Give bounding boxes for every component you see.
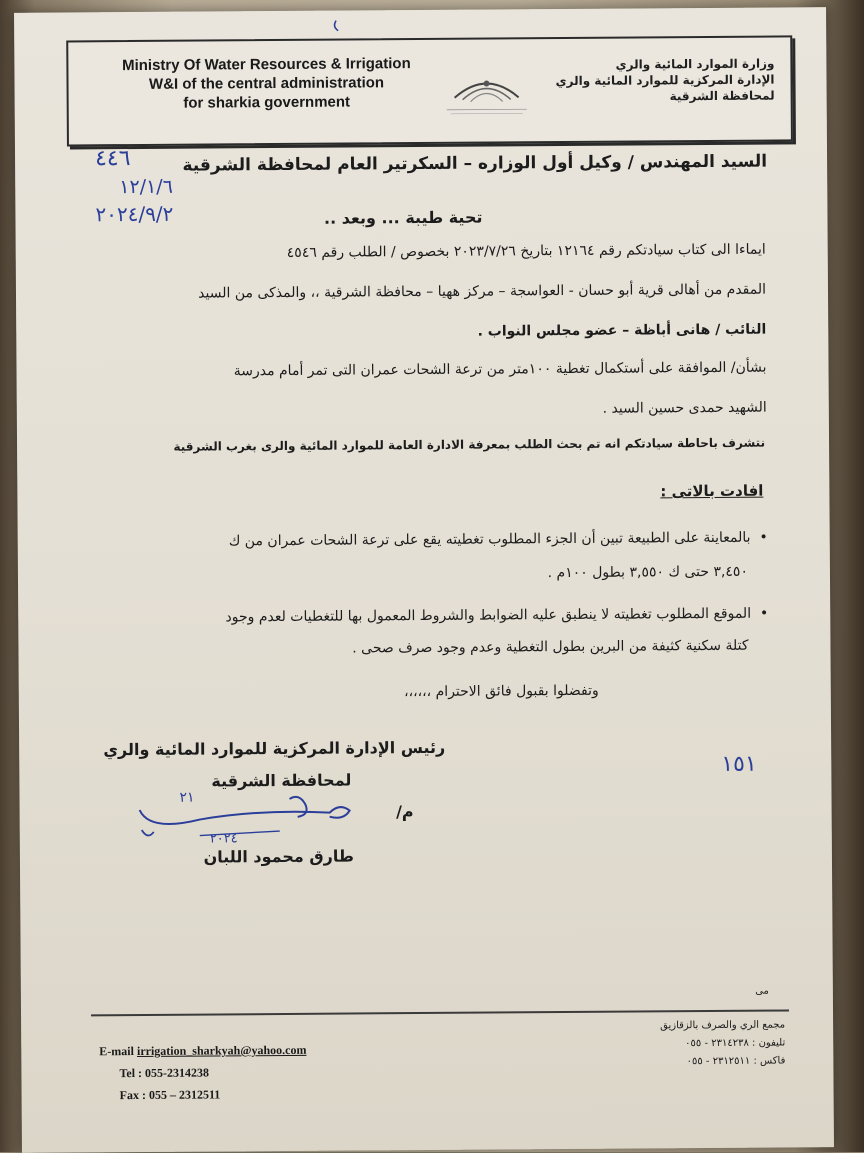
addressee: السيد المهندس / وكيل أول الوزاره – السكرتير العام لمحافظة الشرقية — [182, 151, 768, 176]
letterhead-ar-line1: وزارة الموارد المائية والري — [615, 56, 775, 72]
handwritten-signature — [129, 790, 369, 852]
inform-line: نتشرف باحاطة سيادتكم انه تم بحث الطلب بمعرفة الادارة العامة للموارد المائية والرى بغرب الشرقية — [173, 435, 766, 454]
bullet1-line2: ٣,٤٥٠ حتى ك ٣,٥٥٠ بطول ١٠٠م . — [547, 563, 749, 582]
footer-email — [99, 1043, 306, 1059]
ministry-logo — [440, 63, 532, 120]
sign-title2: لمحافظة الشرقية — [211, 770, 352, 791]
letterhead-en-line2: W&I of the central administration — [148, 74, 385, 93]
footer-divider — [91, 1009, 789, 1016]
greeting: تحية طيبة ... وبعد .. — [323, 207, 483, 228]
footer-ar-address: مجمع الري والصرف بالزقازيق — [660, 1019, 786, 1032]
letterhead-english — [96, 54, 436, 113]
para1-line2: المقدم من أهالى قرية أبو حسان - العواسجة – مركز ههيا – محافظة الشرقية ،، والمذكى من السيد — [198, 281, 767, 302]
findings-title: افادت بالاتى : — [660, 481, 764, 501]
email-link[interactable]: irrigation_sharkyah@yahoo.com — [136, 1042, 307, 1059]
bullet2-line2: كتلة سكنية كثيفة من البرين بطول التغطية وعدم وجود صرف صحى . — [352, 637, 749, 657]
footer-ar-tel: تليفون : ٢٣١٤٢٣٨ - ٠٥٥ — [685, 1037, 786, 1050]
bullet-dot: • — [751, 605, 769, 622]
signature-date: ٢٠٢٤ — [209, 831, 238, 847]
letterhead-ar-line3: لمحافظة الشرقية — [669, 88, 775, 104]
sign-title1: رئيس الإدارة المركزية للموارد المائية والري — [103, 737, 446, 760]
para1-line3: النائب / هانى أباظة – عضو مجلس النواب . — [477, 321, 767, 340]
footer-tel: Tel : 055-2314238 — [119, 1065, 210, 1081]
bullet-dot: • — [750, 529, 768, 546]
handwritten-date: ١٢/١/٦ — [119, 175, 173, 199]
sign-name: طارق محمود اللبان — [203, 846, 354, 867]
letterhead — [66, 35, 793, 146]
para1-line1: ايماءا الى كتاب سيادتكم رقم ١٢١٦٤ بتاريخ ٢٠٢٣/٧/٢٦ بخصوص / الطلب رقم ٤٥٤٦ — [286, 241, 766, 261]
letterhead-en-line1: Ministry Of Water Resources & Irrigation — [121, 55, 411, 75]
sign-prefix: م/ — [395, 802, 414, 822]
page-mark: مى — [755, 985, 769, 997]
subject-line2: الشهيد حمدى حسين السيد . — [602, 399, 767, 417]
margin-handwritten-mark: ١٥١ — [721, 751, 757, 777]
bullet1-line1 — [229, 530, 768, 550]
footer-ar-fax: فاكس : ٢٣١٢٥١١ - ٠٥٥ — [686, 1055, 786, 1068]
bullet2-line1 — [225, 606, 768, 626]
bullet1-text: بالمعاينة على الطبيعة تبين أن الجزء المطلوب تغطيته يقع على ترعة الشحات عمران من ك — [228, 529, 751, 550]
subject-line1: بشأن/ الموافقة على أستكمال تغطية ١٠٠متر من ترعة الشحات عمران التى تمر أمام مدرسة — [233, 359, 767, 380]
closing: وتفضلوا بقبول فائق الاحترام ،،،،،، — [403, 682, 599, 701]
pen-mark — [332, 16, 372, 36]
email-label: E-mail — [99, 1044, 135, 1059]
letterhead-arabic — [524, 56, 774, 106]
letterhead-en-line3: for sharkia government — [183, 93, 351, 112]
letter-page — [14, 7, 834, 1153]
footer-fax: Fax : 055 – 2312511 — [119, 1087, 221, 1103]
signature-number: ٢١ — [179, 789, 195, 806]
handwritten-stamp-date: ٢٠٢٤/٩/٢ — [95, 201, 174, 227]
handwritten-number: ٤٤٦ — [94, 146, 131, 172]
bullet2-text: الموقع المطلوب تغطيته لا ينطبق عليه الضوابط والشروط المعمول بها للتغطيات لعدم وجود — [225, 605, 752, 626]
letterhead-ar-line2: الإدارة المركزية للموارد المائية والري — [555, 72, 775, 89]
